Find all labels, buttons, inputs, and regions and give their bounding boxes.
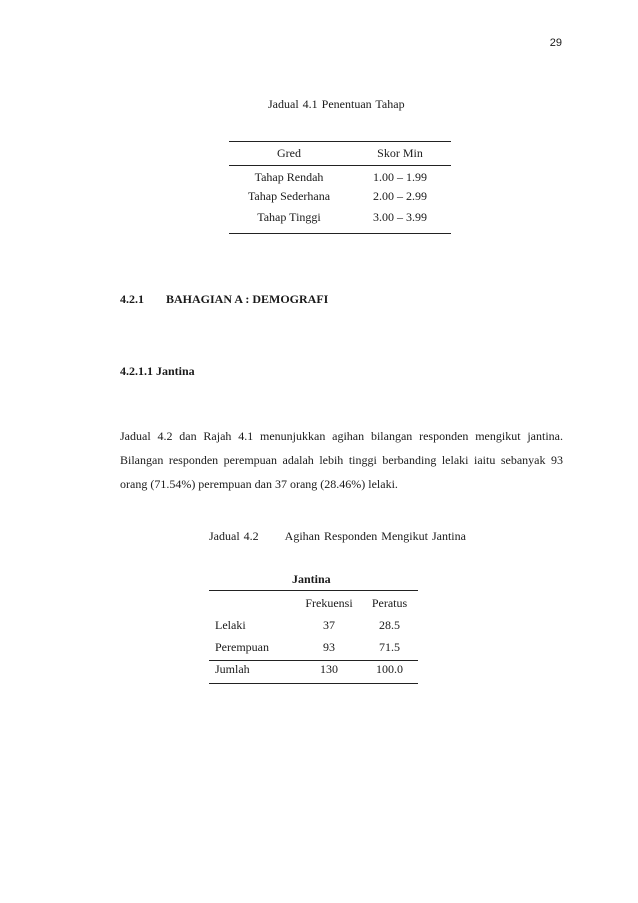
table-row-grade: Tahap Rendah bbox=[254, 170, 324, 184]
table-row-score: 2.00 – 2.99 bbox=[373, 189, 427, 203]
table-4-2-bottom-rule bbox=[209, 683, 418, 684]
table-row-grade: Tahap Sederhana bbox=[247, 189, 331, 203]
body-paragraph: Jadual 4.2 dan Rajah 4.1 menunjukkan agihan bilangan responden mengikut jantina. Bilangan responden perempuan adalah lebih tinggi berbanding lelaki iaitu sebanyak 93 orang (71.54%) perempuan dan 37 orang (28.46%) lelaki. bbox=[120, 429, 563, 491]
table-4-2-label: Jadual 4.2 bbox=[209, 529, 259, 543]
table-total-percent: 100.0 bbox=[376, 662, 403, 676]
table-4-1-header-rule bbox=[229, 165, 451, 166]
table-4-2-top-rule bbox=[209, 590, 418, 591]
table-row-label: Perempuan bbox=[215, 640, 269, 654]
page-number: 29 bbox=[549, 37, 562, 49]
table-4-2-header-peratus: Peratus bbox=[371, 596, 408, 610]
section-heading bbox=[120, 292, 328, 307]
table-row-frequency: 37 bbox=[323, 618, 335, 632]
table-row-score: 3.00 – 3.99 bbox=[373, 210, 427, 224]
table-row-score: 1.00 – 1.99 bbox=[373, 170, 427, 184]
section-number: 4.2.1 bbox=[120, 292, 144, 306]
table-row-percent: 28.5 bbox=[379, 618, 400, 632]
table-total-frequency: 130 bbox=[320, 662, 338, 676]
table-4-1-bottom-rule bbox=[229, 233, 451, 234]
table-4-2-total-rule bbox=[209, 660, 418, 661]
table-row-percent: 71.5 bbox=[379, 640, 400, 654]
table-4-2-caption bbox=[209, 529, 466, 544]
table-row-label: Lelaki bbox=[215, 618, 246, 632]
table-total-label: Jumlah bbox=[215, 662, 250, 676]
table-4-1-header-skor: Skor Min bbox=[377, 146, 423, 160]
table-4-1-header-gred: Gred bbox=[277, 146, 301, 160]
section-title: BAHAGIAN A : DEMOGRAFI bbox=[166, 292, 329, 306]
table-4-1-caption: Jadual 4.1 Penentuan Tahap bbox=[268, 97, 405, 111]
table-row-frequency: 93 bbox=[323, 640, 335, 654]
table-4-1-top-rule bbox=[229, 141, 451, 142]
table-row-grade: Tahap Tinggi bbox=[257, 210, 321, 224]
table-4-2-group-header: Jantina bbox=[292, 572, 331, 586]
table-4-2-title: Agihan Responden Mengikut Jantina bbox=[284, 529, 466, 543]
table-4-2-header-frekuensi: Frekuensi bbox=[305, 596, 353, 610]
subsection-heading: 4.2.1.1 Jantina bbox=[120, 364, 195, 378]
